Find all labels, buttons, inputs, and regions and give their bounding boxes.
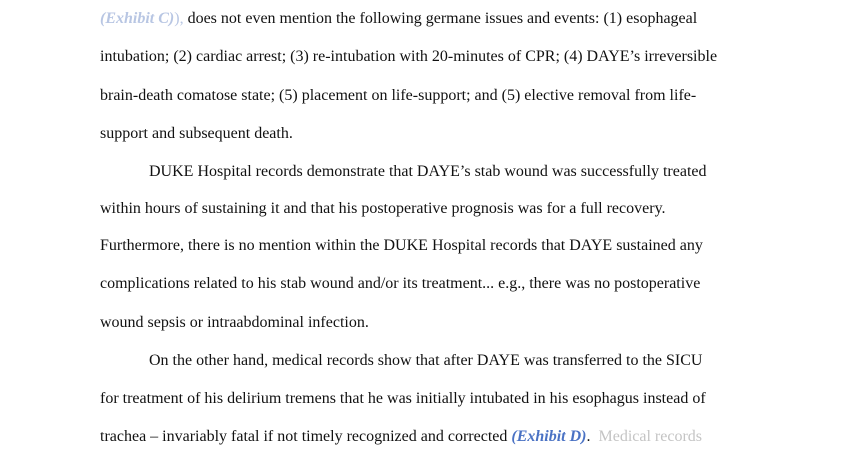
paragraph-1-line-4: support and subsequent death. bbox=[100, 125, 293, 142]
paragraph-1-line-3: brain-death comatose state; (5) placement on life-support; and (5) elective removal from life- bbox=[100, 87, 697, 104]
paragraph-2-line-5: wound sepsis or intraabdominal infection. bbox=[100, 314, 369, 331]
paragraph-3-line-2: for treatment of his delirium tremens that he was initially intubated in his esophagus instead of bbox=[100, 390, 706, 407]
exhibit-c-reference[interactable]: (Exhibit C) bbox=[100, 10, 175, 27]
paragraph-1-text-1: does not even mention the following germane issues and events: (1) esophageal bbox=[183, 10, 698, 27]
paragraph-3-text-3: trachea – invariably fatal if not timely recognized and corrected bbox=[100, 428, 512, 445]
exhibit-c-punctuation: ), bbox=[174, 10, 184, 27]
exhibit-d-punctuation: . bbox=[586, 428, 591, 445]
paragraph-1-line-2: intubation; (2) cardiac arrest; (3) re-intubation with 20-minutes of CPR; (4) DAYE’s irreversible bbox=[100, 48, 718, 65]
paragraph-2-line-1: DUKE Hospital records demonstrate that DAYE’s stab wound was successfully treated bbox=[149, 163, 707, 180]
paragraph-2-line-3: Furthermore, there is no mention within the DUKE Hospital records that DAYE sustained any bbox=[100, 237, 703, 254]
paragraph-3-line-1: On the other hand, medical records show that after DAYE was transferred to the SICU bbox=[149, 352, 703, 369]
paragraph-3-line-3 bbox=[100, 427, 702, 447]
paragraph-1-line-1 bbox=[100, 9, 697, 29]
paragraph-2-line-2: within hours of sustaining it and that his postoperative prognosis was for a full recovery. bbox=[100, 200, 666, 217]
exhibit-d-reference[interactable]: (Exhibit D) bbox=[511, 428, 587, 445]
paragraph-3-trailing-text: Medical records bbox=[590, 428, 702, 445]
paragraph-2-line-4: complications related to his stab wound and/or its treatment... e.g., there was no postoperative bbox=[100, 275, 701, 292]
